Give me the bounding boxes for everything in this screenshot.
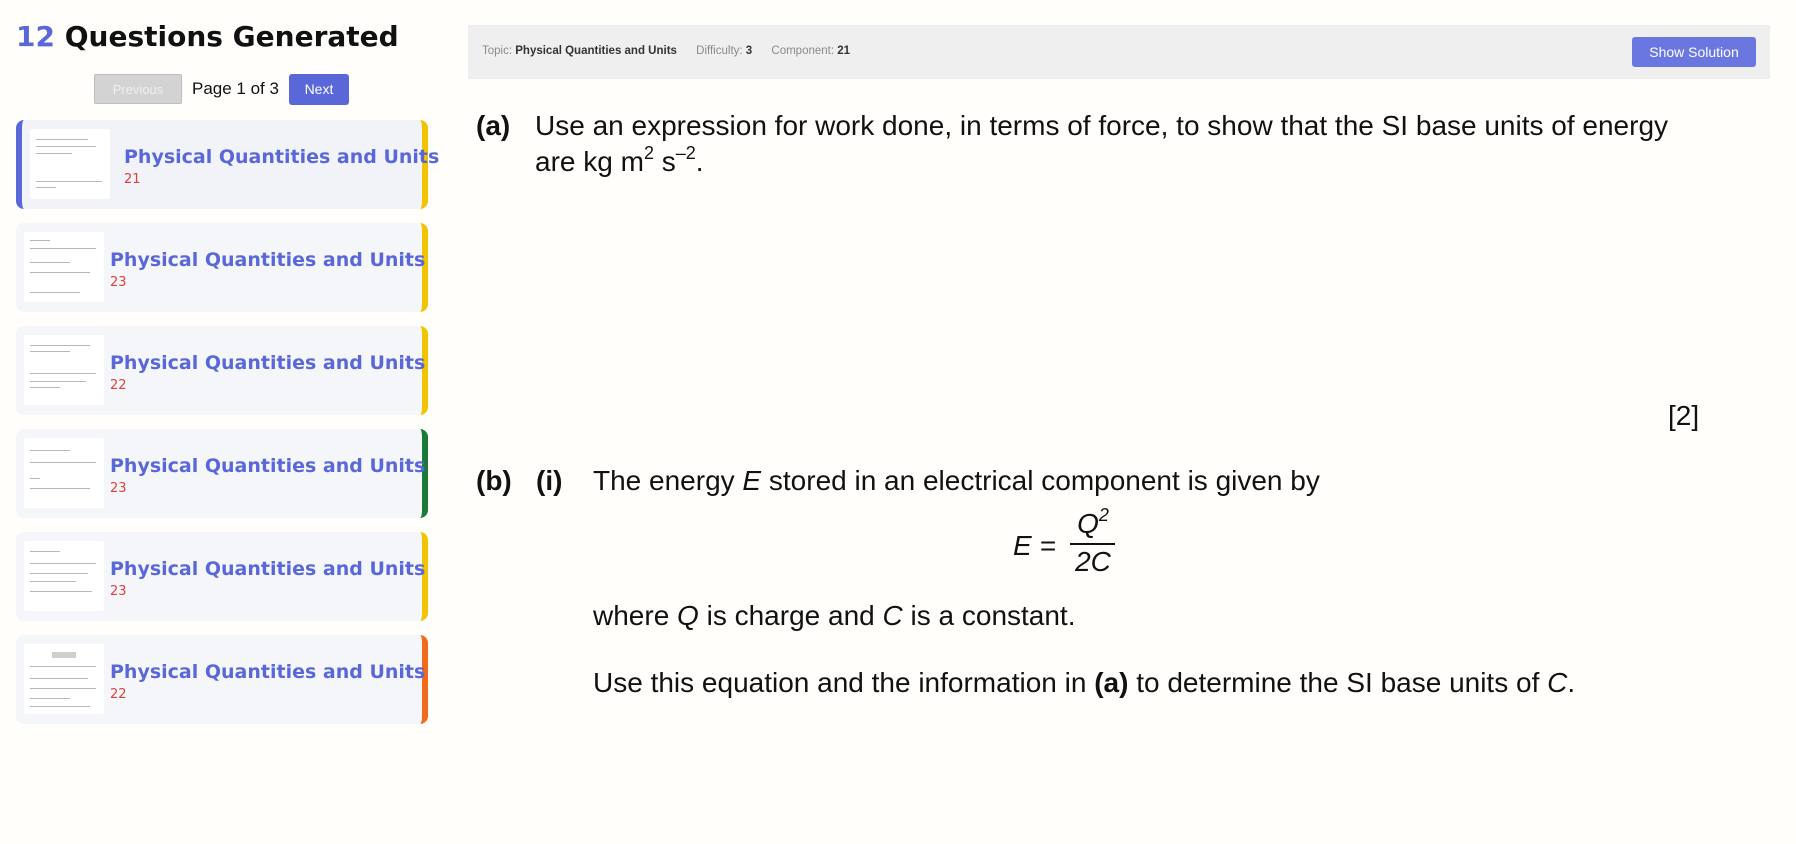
question-thumbnail xyxy=(24,232,104,302)
topic-value: Physical Quantities and Units xyxy=(515,45,677,57)
heading-text: Questions Generated xyxy=(64,20,399,53)
question-meta xyxy=(482,45,866,57)
fraction-bar xyxy=(1070,543,1115,545)
question-card[interactable] xyxy=(16,635,428,724)
card-component: 23 xyxy=(110,275,127,290)
part-a-marks: [2] xyxy=(1668,400,1700,431)
show-solution-button[interactable]: Show Solution xyxy=(1632,37,1756,67)
question-thumbnail xyxy=(24,644,104,714)
part-a-text-line1: Use an expression for work done, in terms of force, to show that the SI base units of energy xyxy=(535,110,1669,141)
card-title: Physical Quantities and Units xyxy=(110,558,426,580)
card-title: Physical Quantities and Units xyxy=(110,352,426,374)
question-card[interactable] xyxy=(16,429,428,518)
part-bi-text: The energy E stored in an electrical component is given by xyxy=(593,465,1320,496)
equation-numerator: $Q^2$ xyxy=(1077,505,1109,539)
difficulty-label: Difficulty: xyxy=(696,45,743,57)
question-thumbnail xyxy=(24,541,104,611)
part-b-label: (b) xyxy=(476,465,512,496)
card-component: 23 xyxy=(110,481,127,496)
use-equation-text: Use this equation and the information in (a) to determine the SI base units of C. xyxy=(593,667,1576,698)
part-a-text-line2: are kg $m^2$ $s^{-2}$. xyxy=(535,143,704,177)
question-count: 12 xyxy=(16,20,55,53)
card-title: Physical Quantities and Units xyxy=(110,249,426,271)
question-toolbar xyxy=(468,25,1770,79)
question-thumbnail xyxy=(24,335,104,405)
where-text: where Q is charge and C is a constant. xyxy=(593,600,1076,631)
topic-label: Topic: xyxy=(482,45,513,57)
card-component: 22 xyxy=(110,378,127,393)
question-card[interactable] xyxy=(16,532,428,621)
equation-lhs: E = xyxy=(1013,530,1056,561)
component-label: Component: xyxy=(771,45,835,57)
question-thumbnail xyxy=(30,129,110,199)
card-component: 23 xyxy=(110,584,127,599)
next-button[interactable]: Next xyxy=(289,74,349,105)
card-title: Physical Quantities and Units xyxy=(124,146,440,168)
question-card[interactable] xyxy=(16,326,428,415)
difficulty-value: 3 xyxy=(745,45,753,57)
pagination xyxy=(94,73,349,105)
question-thumbnail xyxy=(24,438,104,508)
part-bi-label: (i) xyxy=(536,465,563,496)
previous-button[interactable]: Previous xyxy=(94,74,182,104)
card-component: 21 xyxy=(124,172,141,187)
card-component: 22 xyxy=(110,687,127,702)
questions-sidebar xyxy=(0,0,440,844)
page-indicator: Page 1 of 3 xyxy=(192,79,279,98)
card-title: Physical Quantities and Units xyxy=(110,455,426,477)
question-card[interactable] xyxy=(16,223,428,312)
page-title xyxy=(16,20,399,53)
card-title: Physical Quantities and Units xyxy=(110,661,426,683)
question-card[interactable] xyxy=(16,120,440,209)
part-a-label: (a) xyxy=(476,110,511,141)
equation-denominator: 2C xyxy=(1075,546,1111,577)
component-value: 21 xyxy=(837,45,851,57)
